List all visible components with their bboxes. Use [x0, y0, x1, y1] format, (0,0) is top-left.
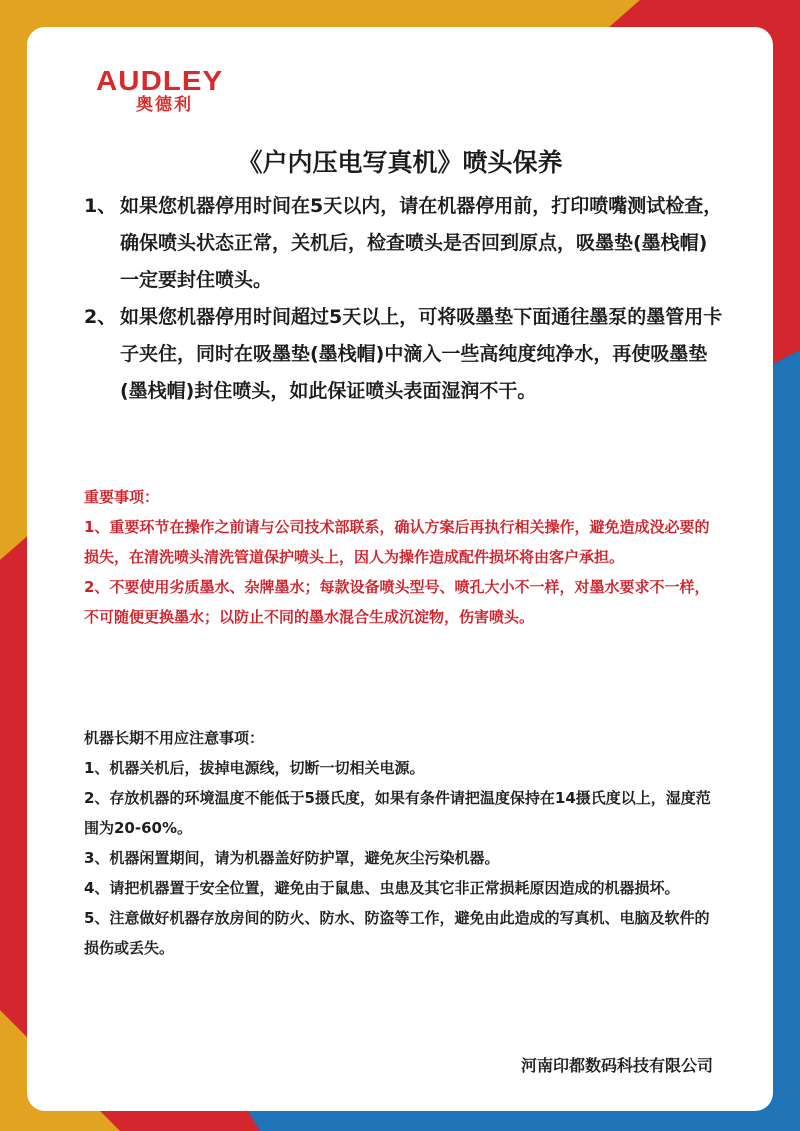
company-name: 河南印都数码科技有限公司	[520, 1056, 713, 1075]
main-item-text: 如果您机器停用时间在5天以内，请在机器停用前，打印喷嘴测试检查，确保喷头状态正常，关机后，检查喷头是否回到原点，吸墨垫(墨栈帽)一定要封住喷头。	[120, 195, 723, 291]
important-note-item: 1、重要环节在操作之前请与公司技术部联系，确认方案后再执行相关操作，避免造成没必要的损失，在清洗喷头清洗管道保护喷头上，因人为操作造成配件损坏将由客户承担。	[84, 518, 710, 566]
logo-chinese-text: 奥德利	[136, 95, 193, 115]
storage-note-item: 2、存放机器的环境温度不能低于5摄氏度，如果有条件请把温度保持在14摄氏度以上，湿度范围为20-60%。	[84, 789, 711, 837]
important-note-item: 2、不要使用劣质墨水、杂牌墨水；每款设备喷头型号、喷孔大小不一样，对墨水要求不一样，不可随便更换墨水；以防止不同的墨水混合生成沉淀物，伤害喷头。	[84, 578, 710, 626]
storage-note-item: 4、请把机器置于安全位置，避免由于鼠患、虫患及其它非正常损耗原因造成的机器损坏。	[84, 879, 680, 897]
logo-english-text: AUDLEY	[96, 65, 224, 96]
audley-logo	[96, 66, 256, 114]
main-item-number: 1、	[84, 195, 117, 217]
page-title: 《户内压电写真机》喷头保养	[237, 148, 563, 177]
important-notes-section	[84, 482, 724, 632]
storage-note-item: 1、机器关机后，拔掉电源线，切断一切相关电源。	[84, 759, 425, 777]
main-item-text: 如果您机器停用时间超过5天以上，可将吸墨垫下面通往墨泵的墨管用卡子夹住，同时在吸墨垫(墨栈帽)中滴入一些高纯度纯净水，再使吸墨垫(墨栈帽)封住喷头，如此保证喷头表面湿润不干。	[120, 306, 723, 402]
long-term-storage-section	[84, 723, 724, 963]
main-instructions	[84, 188, 724, 410]
storage-note-item: 5、注意做好机器存放房间的防火、防水、防盗等工作，避免由此造成的写真机、电脑及软件的损伤或丢失。	[84, 909, 710, 957]
main-item	[84, 188, 724, 299]
main-item-number: 2、	[84, 306, 117, 328]
important-notes-heading: 重要事项：	[84, 488, 160, 506]
storage-note-item: 3、机器闲置期间，请为机器盖好防护罩，避免灰尘污染机器。	[84, 849, 500, 867]
main-item	[84, 299, 724, 410]
long-term-storage-heading: 机器长期不用应注意事项：	[84, 729, 265, 747]
